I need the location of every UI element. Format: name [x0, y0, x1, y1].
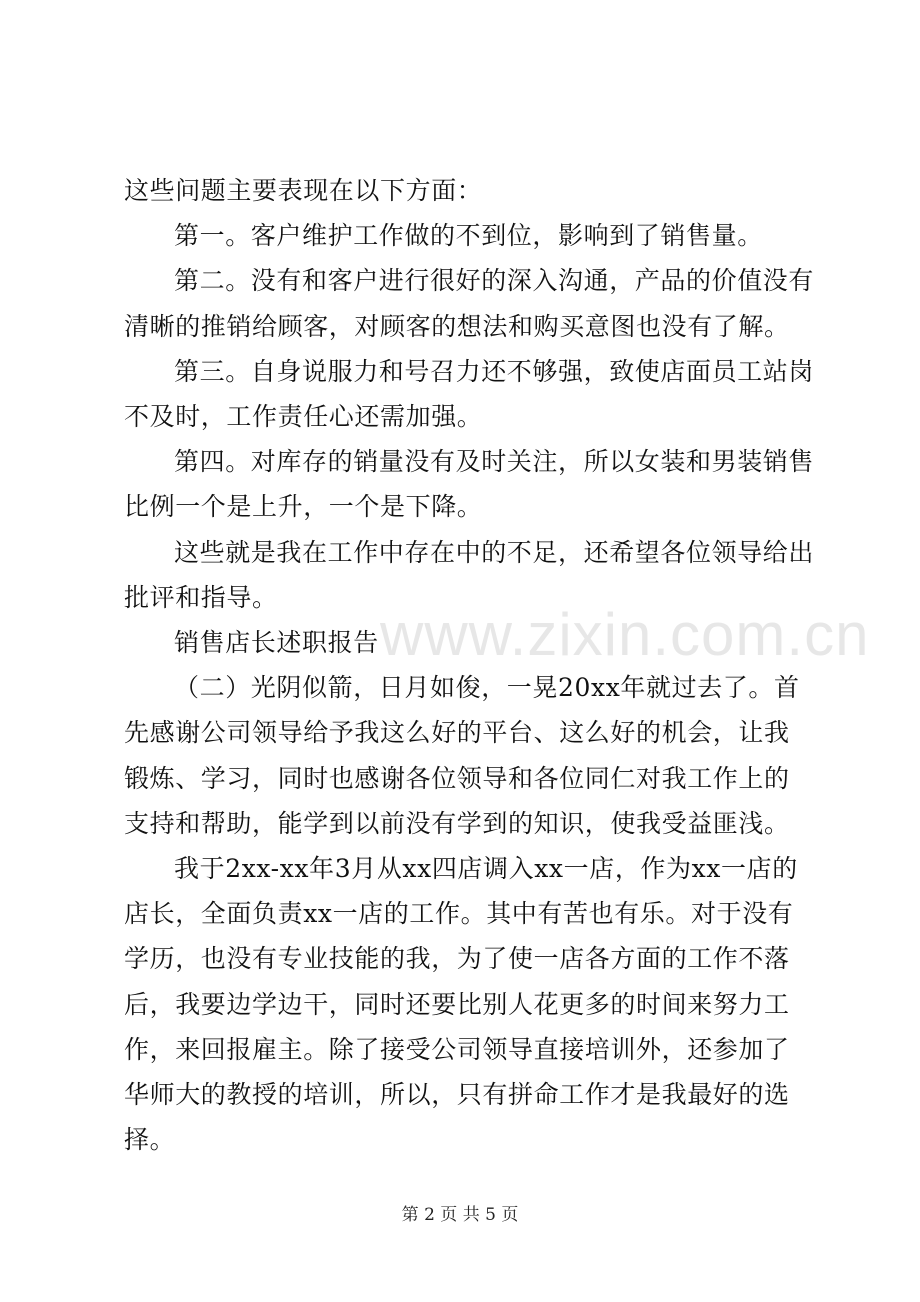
paragraph-intro: 这些问题主要表现在以下方面： — [124, 176, 483, 205]
paragraph-point-4: 第四。对库存的销量没有及时关注，所以女装和男装销售比例一个是上升，一个是下降。 — [124, 447, 815, 522]
section-title: 销售店长述职报告 — [174, 628, 379, 658]
paragraph-conclusion: 这些就是我在工作中存在中的不足，还希望各位领导给出批评和指导。 — [124, 537, 815, 612]
paragraph-opening: （二）光阴似箭，日月如俊，一晃20xx年就过去了。首先感谢公司领导给予我这么好的平台、这么好的机会，让我锻炼、学习，同时也感谢各位领导和各位同仁对我工作上的支持和帮助，能学到以前没有学到的知识，使我受益匪浅。 — [124, 673, 800, 838]
paragraph-point-3: 第三。自身说服力和号召力还不够强，致使店面员工站岗不及时，工作责任心还需加强。 — [124, 356, 815, 432]
paragraph-experience: 我于2xx-xx年3月从xx四店调入xx一店，作为xx一店的店长，全面负责xx一店的工作。其中有苦也有乐。对于没有学历，也没有专业技能的我，为了使一店各方面的工作不落后，我要边学边干，同时还要比别人花更多的时间来努力工作，来回报雇主。除了接受公司领导直接培训外，还参加了华师大的教授的培训，所以，只有拼命工作才是我最好的选择。 — [124, 854, 798, 1155]
document-body — [124, 168, 814, 1162]
paragraph-point-1: 第一。客户维护工作做的不到位，影响到了销售量。 — [174, 221, 763, 251]
page-number-footer: 第 2 页 共 5 页 — [401, 1205, 519, 1225]
watermark: www.zixin.com.cn — [380, 601, 870, 668]
paragraph-point-2: 第二。没有和客户进行很好的深入沟通，产品的价值没有清晰的推销给顾客，对顾客的想法和购买意图也没有了解。 — [124, 266, 815, 341]
